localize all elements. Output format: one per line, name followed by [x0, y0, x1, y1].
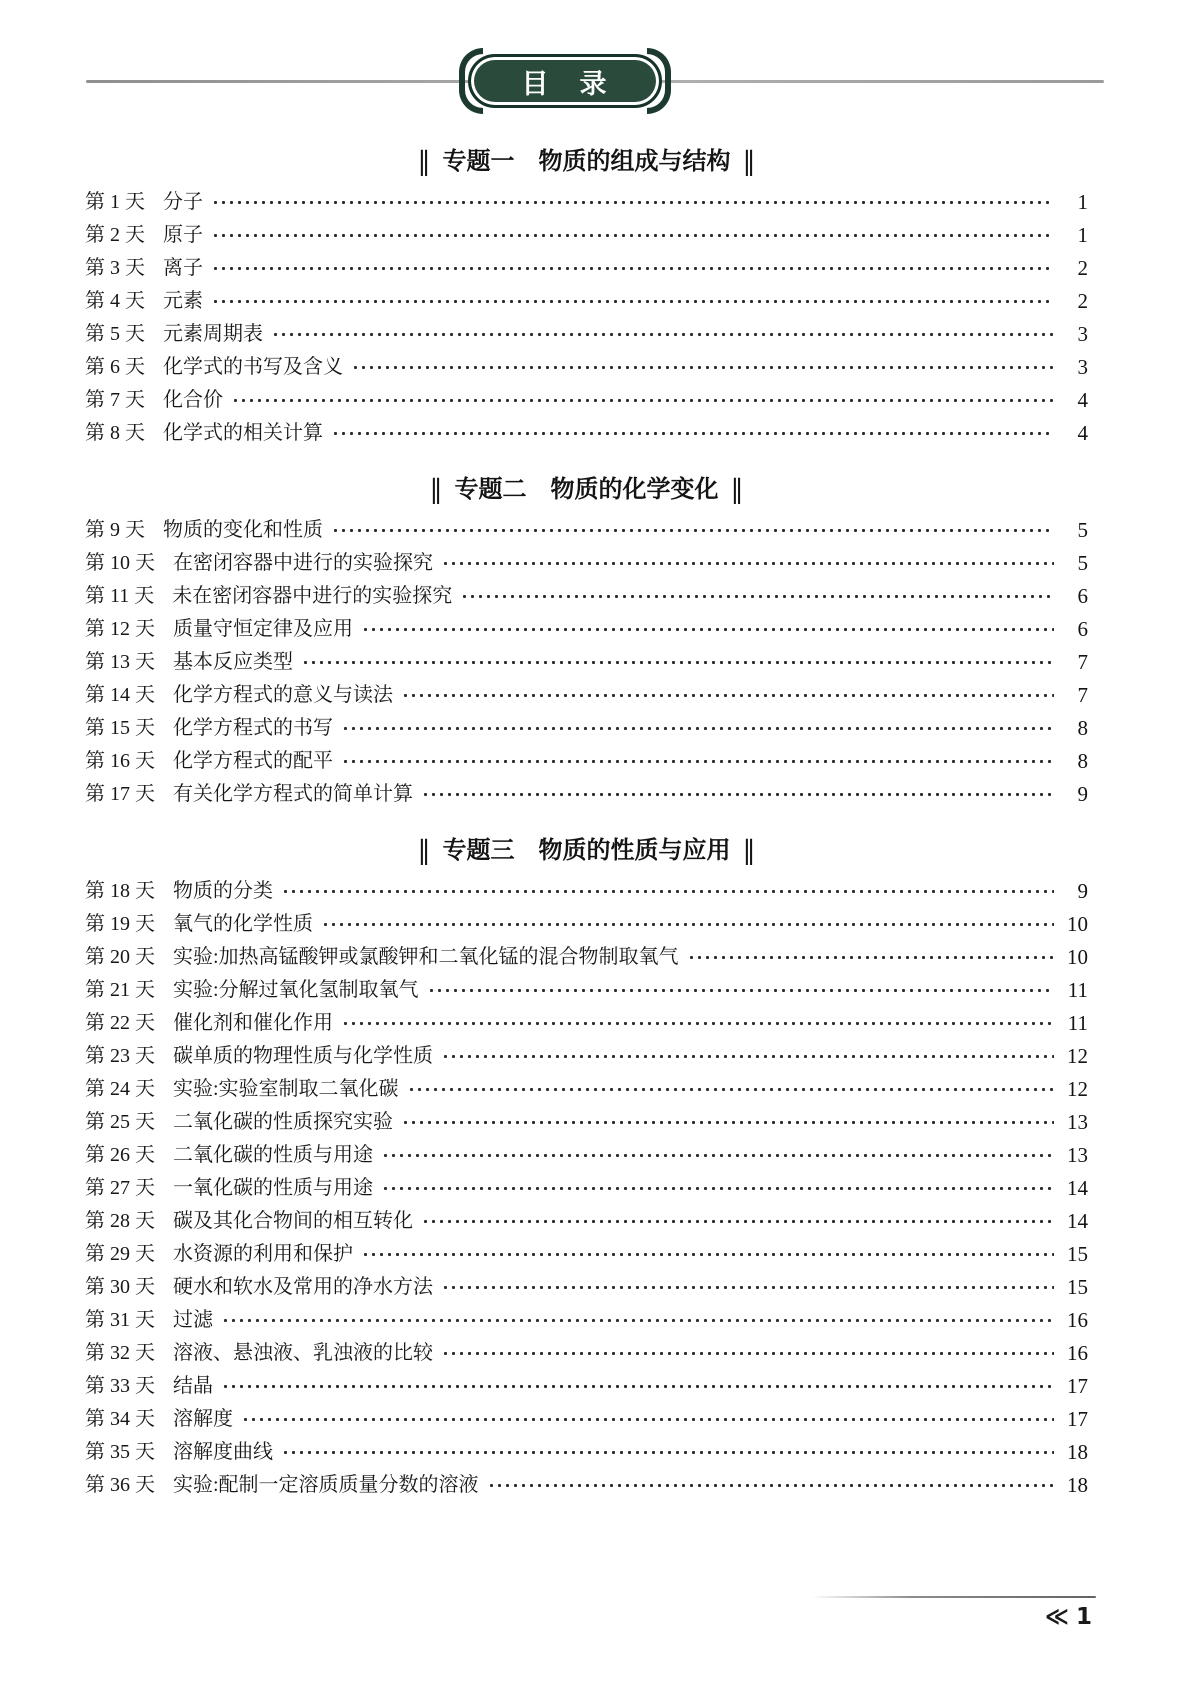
toc-row	[85, 285, 1088, 318]
toc-row-title: 结晶	[173, 1375, 213, 1397]
toc-row	[85, 1139, 1088, 1172]
toc-row-dot-leader	[443, 1351, 1054, 1356]
toc-row-title: 化学方程式的书写	[173, 717, 333, 739]
toc-row	[85, 1304, 1088, 1337]
toc-row-title: 质量守恒定律及应用	[173, 618, 353, 640]
toc-row-title: 实验:实验室制取二氧化碳	[173, 1078, 399, 1100]
toc-row-dot-leader	[383, 1186, 1054, 1191]
toc-row-day-label: 第 11 天	[85, 585, 155, 607]
toc-row	[85, 1403, 1088, 1436]
section-bar-left-icon: ‖	[429, 475, 443, 505]
section-title: 专题一 物质的组成与结构	[442, 147, 731, 175]
section-bar-right-icon: ‖	[742, 147, 756, 177]
footer-chevrons-icon: ≪	[1044, 1604, 1069, 1630]
section-bar-right-icon: ‖	[730, 475, 744, 505]
toc-row-title: 实验:加热高锰酸钾或氯酸钾和二氧化锰的混合物制取氧气	[173, 946, 679, 968]
toc-row-dot-leader	[429, 988, 1054, 993]
toc-row-title: 氧气的化学性质	[173, 913, 313, 935]
toc-row-page-number: 9	[1077, 879, 1088, 903]
toc-row-title: 一氧化碳的性质与用途	[173, 1177, 373, 1199]
toc-row	[85, 186, 1088, 219]
toc-row-day-label: 第 9 天	[85, 519, 145, 541]
section-rows	[85, 514, 1088, 811]
toc-row-title: 溶解度	[173, 1408, 233, 1430]
toc-row-page-number: 12	[1067, 1044, 1088, 1068]
toc-row-page-number: 11	[1067, 978, 1088, 1002]
section-heading-3	[85, 833, 1088, 867]
toc-row-day-label: 第 31 天	[85, 1309, 155, 1331]
toc-row-day-label: 第 30 天	[85, 1276, 155, 1298]
toc-row	[85, 1370, 1088, 1403]
toc-row	[85, 875, 1088, 908]
toc-row-title: 在密闭容器中进行的实验探究	[173, 552, 433, 574]
toc-row	[85, 580, 1088, 613]
toc-row-page-number: 17	[1067, 1407, 1088, 1431]
toc-row-page-number: 3	[1077, 322, 1088, 346]
footer-page-number: 1	[1075, 1604, 1092, 1630]
toc-row-day-label: 第 3 天	[85, 257, 145, 279]
toc-row-title: 溶液、悬浊液、乳浊液的比较	[173, 1342, 433, 1364]
toc-row-day-label: 第 29 天	[85, 1243, 155, 1265]
toc-row	[85, 679, 1088, 712]
toc-row-dot-leader	[213, 266, 1054, 271]
toc-row	[85, 1205, 1088, 1238]
toc-row-day-label: 第 14 天	[85, 684, 155, 706]
toc-row-page-number: 12	[1067, 1077, 1088, 1101]
toc-row-title: 水资源的利用和保护	[173, 1243, 353, 1265]
toc-row-dot-leader	[443, 1285, 1054, 1290]
toc-row-dot-leader	[443, 1054, 1054, 1059]
toc-row	[85, 1238, 1088, 1271]
toc-row	[85, 1337, 1088, 1370]
toc-row	[85, 252, 1088, 285]
toc-row-page-number: 17	[1067, 1374, 1088, 1398]
toc-row	[85, 908, 1088, 941]
toc-row-title: 化学方程式的配平	[173, 750, 333, 772]
toc-row-title: 分子	[163, 191, 203, 213]
toc-row-day-label: 第 22 天	[85, 1012, 155, 1034]
toc-row-dot-leader	[409, 1087, 1054, 1092]
toc-row-day-label: 第 8 天	[85, 422, 145, 444]
toc-row-day-label: 第 20 天	[85, 946, 155, 968]
toc-row-dot-leader	[303, 660, 1054, 665]
toc-row-day-label: 第 33 天	[85, 1375, 155, 1397]
toc-row-day-label: 第 21 天	[85, 979, 155, 1001]
toc-row-title: 有关化学方程式的简单计算	[173, 783, 413, 805]
toc-row-title: 原子	[163, 224, 203, 246]
toc-row-dot-leader	[213, 299, 1054, 304]
toc-row-page-number: 1	[1077, 223, 1088, 247]
toc-row-page-number: 6	[1077, 584, 1088, 608]
toc-row	[85, 778, 1088, 811]
section-heading-2	[85, 472, 1088, 506]
toc-section	[85, 472, 1088, 811]
toc-row-title: 碳单质的物理性质与化学性质	[173, 1045, 433, 1067]
toc-row-dot-leader	[323, 922, 1054, 927]
toc-row-page-number: 9	[1077, 782, 1088, 806]
footer-rule-line	[811, 1596, 1096, 1598]
toc-section	[85, 833, 1088, 1502]
toc-row-dot-leader	[333, 528, 1054, 533]
toc-row-title: 离子	[163, 257, 203, 279]
page-title: 目 录	[468, 54, 662, 108]
toc-row-page-number: 18	[1067, 1440, 1088, 1464]
toc-row-page-number: 16	[1067, 1308, 1088, 1332]
toc	[85, 122, 1088, 1502]
toc-row	[85, 1007, 1088, 1040]
toc-row-day-label: 第 13 天	[85, 651, 155, 673]
toc-row-dot-leader	[489, 1483, 1054, 1488]
toc-row-dot-leader	[283, 1450, 1054, 1455]
toc-row-day-label: 第 17 天	[85, 783, 155, 805]
toc-row-dot-leader	[343, 759, 1054, 764]
toc-row-title: 物质的变化和性质	[163, 519, 323, 541]
toc-row-page-number: 4	[1077, 421, 1088, 445]
toc-row-dot-leader	[333, 431, 1054, 436]
toc-row-page-number: 8	[1077, 716, 1088, 740]
toc-row-page-number: 8	[1077, 749, 1088, 773]
toc-row-day-label: 第 28 天	[85, 1210, 155, 1232]
toc-row-page-number: 11	[1067, 1011, 1088, 1035]
toc-row-title: 溶解度曲线	[173, 1441, 273, 1463]
toc-row-day-label: 第 24 天	[85, 1078, 155, 1100]
toc-row-dot-leader	[223, 1318, 1054, 1323]
toc-row-title: 化学式的书写及含义	[163, 356, 343, 378]
toc-row-dot-leader	[283, 889, 1054, 894]
toc-row-dot-leader	[343, 726, 1054, 731]
toc-row	[85, 712, 1088, 745]
toc-row-dot-leader	[423, 1219, 1054, 1224]
toc-row	[85, 1271, 1088, 1304]
toc-row-title: 实验:配制一定溶质质量分数的溶液	[173, 1474, 479, 1496]
toc-row	[85, 514, 1088, 547]
toc-row	[85, 1106, 1088, 1139]
toc-row	[85, 1073, 1088, 1106]
toc-row-page-number: 4	[1077, 388, 1088, 412]
toc-row-page-number: 7	[1077, 683, 1088, 707]
toc-row-page-number: 10	[1067, 945, 1088, 969]
toc-row-dot-leader	[403, 1120, 1054, 1125]
toc-row-title: 碳及其化合物间的相互转化	[173, 1210, 413, 1232]
toc-row-title: 物质的分类	[173, 880, 273, 902]
toc-row-day-label: 第 16 天	[85, 750, 155, 772]
toc-row-dot-leader	[403, 693, 1054, 698]
toc-row-title: 二氧化碳的性质与用途	[173, 1144, 373, 1166]
toc-row-page-number: 1	[1077, 190, 1088, 214]
toc-row-day-label: 第 7 天	[85, 389, 145, 411]
toc-row-day-label: 第 25 天	[85, 1111, 155, 1133]
toc-row-page-number: 2	[1077, 289, 1088, 313]
footer-page-indicator	[1045, 1604, 1092, 1630]
toc-row-title: 催化剂和催化作用	[173, 1012, 333, 1034]
section-bar-left-icon: ‖	[417, 147, 431, 177]
toc-row-page-number: 13	[1067, 1143, 1088, 1167]
toc-row-page-number: 15	[1067, 1242, 1088, 1266]
toc-row	[85, 1172, 1088, 1205]
toc-row-page-number: 5	[1077, 518, 1088, 542]
toc-row	[85, 351, 1088, 384]
toc-row-dot-leader	[273, 332, 1054, 337]
toc-row-day-label: 第 26 天	[85, 1144, 155, 1166]
toc-row-dot-leader	[213, 200, 1054, 205]
toc-row	[85, 547, 1088, 580]
toc-row-dot-leader	[383, 1153, 1054, 1158]
toc-section	[85, 144, 1088, 450]
toc-row-day-label: 第 32 天	[85, 1342, 155, 1364]
toc-row-page-number: 6	[1077, 617, 1088, 641]
toc-row-dot-leader	[689, 955, 1054, 960]
section-rows	[85, 186, 1088, 450]
toc-row	[85, 613, 1088, 646]
toc-row-title: 化学方程式的意义与读法	[173, 684, 393, 706]
section-title: 专题二 物质的化学变化	[454, 475, 719, 503]
toc-row-dot-leader	[343, 1021, 1054, 1026]
section-heading-1	[85, 144, 1088, 178]
toc-row-day-label: 第 6 天	[85, 356, 145, 378]
toc-row	[85, 384, 1088, 417]
toc-row	[85, 745, 1088, 778]
toc-row-page-number: 14	[1067, 1176, 1088, 1200]
toc-row	[85, 417, 1088, 450]
toc-row-page-number: 13	[1067, 1110, 1088, 1134]
toc-row-title: 元素	[163, 290, 203, 312]
toc-row-title: 未在密闭容器中进行的实验探究	[172, 585, 453, 607]
toc-row-day-label: 第 12 天	[85, 618, 155, 640]
toc-row-page-number: 15	[1067, 1275, 1088, 1299]
toc-row-day-label: 第 10 天	[85, 552, 155, 574]
toc-row-day-label: 第 34 天	[85, 1408, 155, 1430]
toc-row-page-number: 2	[1077, 256, 1088, 280]
toc-row-page-number: 3	[1077, 355, 1088, 379]
toc-row	[85, 219, 1088, 252]
toc-row	[85, 1436, 1088, 1469]
toc-row-dot-leader	[223, 1384, 1054, 1389]
toc-row-dot-leader	[423, 792, 1054, 797]
toc-row-page-number: 5	[1077, 551, 1088, 575]
toc-row-title: 硬水和软水及常用的净水方法	[173, 1276, 433, 1298]
toc-row-day-label: 第 23 天	[85, 1045, 155, 1067]
toc-row-page-number: 7	[1077, 650, 1088, 674]
toc-row-title: 元素周期表	[163, 323, 263, 345]
toc-row-title: 过滤	[173, 1309, 213, 1331]
toc-row	[85, 1040, 1088, 1073]
toc-row-title: 化学式的相关计算	[163, 422, 323, 444]
toc-row	[85, 646, 1088, 679]
toc-row-day-label: 第 4 天	[85, 290, 145, 312]
toc-row-page-number: 18	[1067, 1473, 1088, 1497]
toc-row-day-label: 第 2 天	[85, 224, 145, 246]
toc-title-badge	[459, 48, 671, 114]
toc-row-day-label: 第 1 天	[85, 191, 145, 213]
toc-row-dot-leader	[353, 365, 1054, 370]
toc-row-title: 二氧化碳的性质探究实验	[173, 1111, 393, 1133]
toc-row	[85, 1469, 1088, 1502]
section-rows	[85, 875, 1088, 1502]
toc-row-page-number: 14	[1067, 1209, 1088, 1233]
toc-row-dot-leader	[462, 594, 1054, 599]
toc-row-dot-leader	[213, 233, 1054, 238]
toc-row-page-number: 16	[1067, 1341, 1088, 1365]
toc-row-day-label: 第 36 天	[85, 1474, 155, 1496]
toc-row-dot-leader	[233, 398, 1054, 403]
toc-row	[85, 941, 1088, 974]
toc-row-dot-leader	[363, 1252, 1054, 1257]
toc-row-day-label: 第 18 天	[85, 880, 155, 902]
toc-row-dot-leader	[363, 627, 1054, 632]
toc-row-day-label: 第 19 天	[85, 913, 155, 935]
toc-row-page-number: 10	[1067, 912, 1088, 936]
toc-row-title: 化合价	[163, 389, 223, 411]
header	[0, 48, 1190, 114]
toc-row	[85, 318, 1088, 351]
toc-row-day-label: 第 27 天	[85, 1177, 155, 1199]
toc-row-dot-leader	[443, 561, 1054, 566]
section-bar-right-icon: ‖	[742, 836, 756, 866]
section-title: 专题三 物质的性质与应用	[442, 836, 731, 864]
toc-row-day-label: 第 5 天	[85, 323, 145, 345]
toc-row-title: 基本反应类型	[173, 651, 293, 673]
toc-row-title: 实验:分解过氧化氢制取氧气	[173, 979, 419, 1001]
section-bar-left-icon: ‖	[417, 836, 431, 866]
toc-row-dot-leader	[243, 1417, 1054, 1422]
toc-row-day-label: 第 35 天	[85, 1441, 155, 1463]
toc-row	[85, 974, 1088, 1007]
toc-row-day-label: 第 15 天	[85, 717, 155, 739]
